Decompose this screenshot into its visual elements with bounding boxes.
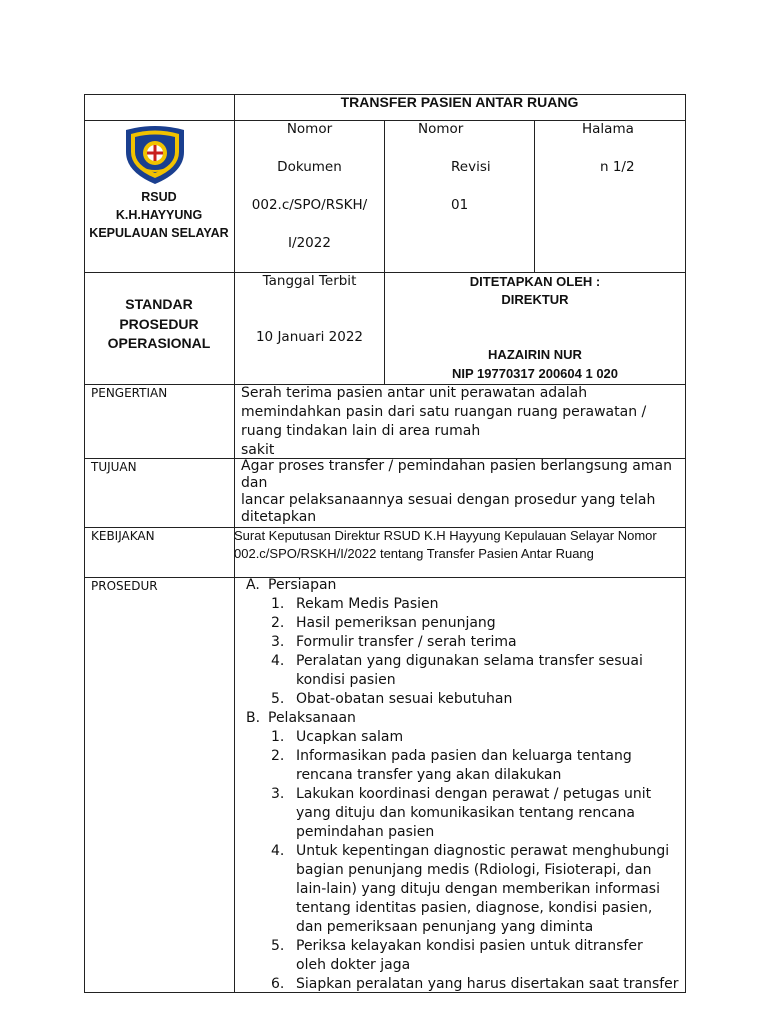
list-item: 5. Obat-obatan sesuai kebutuhan [271, 691, 513, 707]
hospital-shield-emblem-icon [121, 124, 189, 186]
prosedur-label: PROSEDUR [91, 579, 158, 593]
pengertian-text: Serah terima pasien antar unit perawatan adalah memindahkan pasin dari satu ruangan ruang perawatan / ruang tindakan lain di area rumah sakit [241, 385, 647, 458]
list-item: 4. Untuk kepentingan diagnostic perawat menghubungi bagian penunjang medis (Rdiologi, Fisioterapi, dan lain-lain) yang dituju dengan memberikan informasi tentang identitas pasien, diagnose, kondisi pasien, dan pemeriksaan penunjang yang diminta [271, 843, 670, 935]
prosedur-list [246, 576, 680, 994]
spo-label: STANDAR PROSEDUR OPERASIONAL [107, 296, 211, 351]
nomor-dokumen-cell: Nomor Dokumen 002.c/SPO/RSKH/ I/2022 [251, 121, 368, 251]
signer-nip: NIP 19770317 200604 1 020 [451, 366, 619, 381]
list-item: 1. Rekam Medis Pasien [271, 596, 439, 612]
list-item: 4. Peralatan yang digunakan selama transfer sesuai kondisi pasien [271, 653, 643, 688]
persiapan-items [246, 595, 680, 709]
list-item: 3. Lakukan koordinasi dengan perawat / petugas unit yang dituju dan komunikasikan tentang rencana pemindahan pasien [271, 786, 652, 840]
tujuan-label: TUJUAN [91, 460, 137, 474]
tanggal-terbit-value: 10 Januari 2022 [255, 329, 364, 345]
pengertian-label: PENGERTIAN [91, 386, 168, 400]
list-item: 3. Formulir transfer / serah terima [271, 634, 517, 650]
list-item: 1. Ucapkan salam [271, 729, 404, 745]
list-item: 2. Informasikan pada pasien dan keluarga tentang rencana transfer yang akan dilakukan [271, 748, 632, 783]
kebijakan-label: KEBIJAKAN [91, 529, 155, 543]
list-item: 2. Hasil pemeriksan penunjang [271, 615, 496, 631]
page-title: TRANSFER PASIEN ANTAR RUANG [340, 94, 579, 110]
tanggal-terbit-label: Tanggal Terbit [262, 273, 357, 289]
hospital-name: RSUD K.H.HAYYUNG KEPULAUAN SELAYAR [89, 190, 229, 240]
prosedur-group: A. Persiapan [246, 577, 337, 593]
halaman-cell: Halama n 1/2 [582, 121, 635, 175]
prosedur-group: B. Pelaksanaan [246, 710, 356, 726]
pelaksanaan-items [246, 728, 680, 994]
nomor-revisi-cell: Nomor Revisi 01 [418, 121, 491, 213]
signer-name: HAZAIRIN NUR [488, 347, 582, 362]
tujuan-text: Agar proses transfer / pemindahan pasien berlangsung aman dan lancar pelaksanaannya sesuai dengan prosedur yang telah ditetapkan [241, 458, 672, 525]
list-item: 6. Siapkan peralatan yang harus disertakan saat transfer [271, 976, 679, 992]
kebijakan-text: Surat Keputusan Direktur RSUD K.H Hayyung Kepulauan Selayar Nomor 002.c/SPO/RSKH/I/2022 tentang Transfer Pasien Antar Ruang [234, 528, 657, 561]
list-item: 5. Periksa kelayakan kondisi pasien untuk ditransfer oleh dokter jaga [271, 938, 643, 973]
ditetapkan-oleh: DITETAPKAN OLEH : DIREKTUR [469, 274, 601, 307]
